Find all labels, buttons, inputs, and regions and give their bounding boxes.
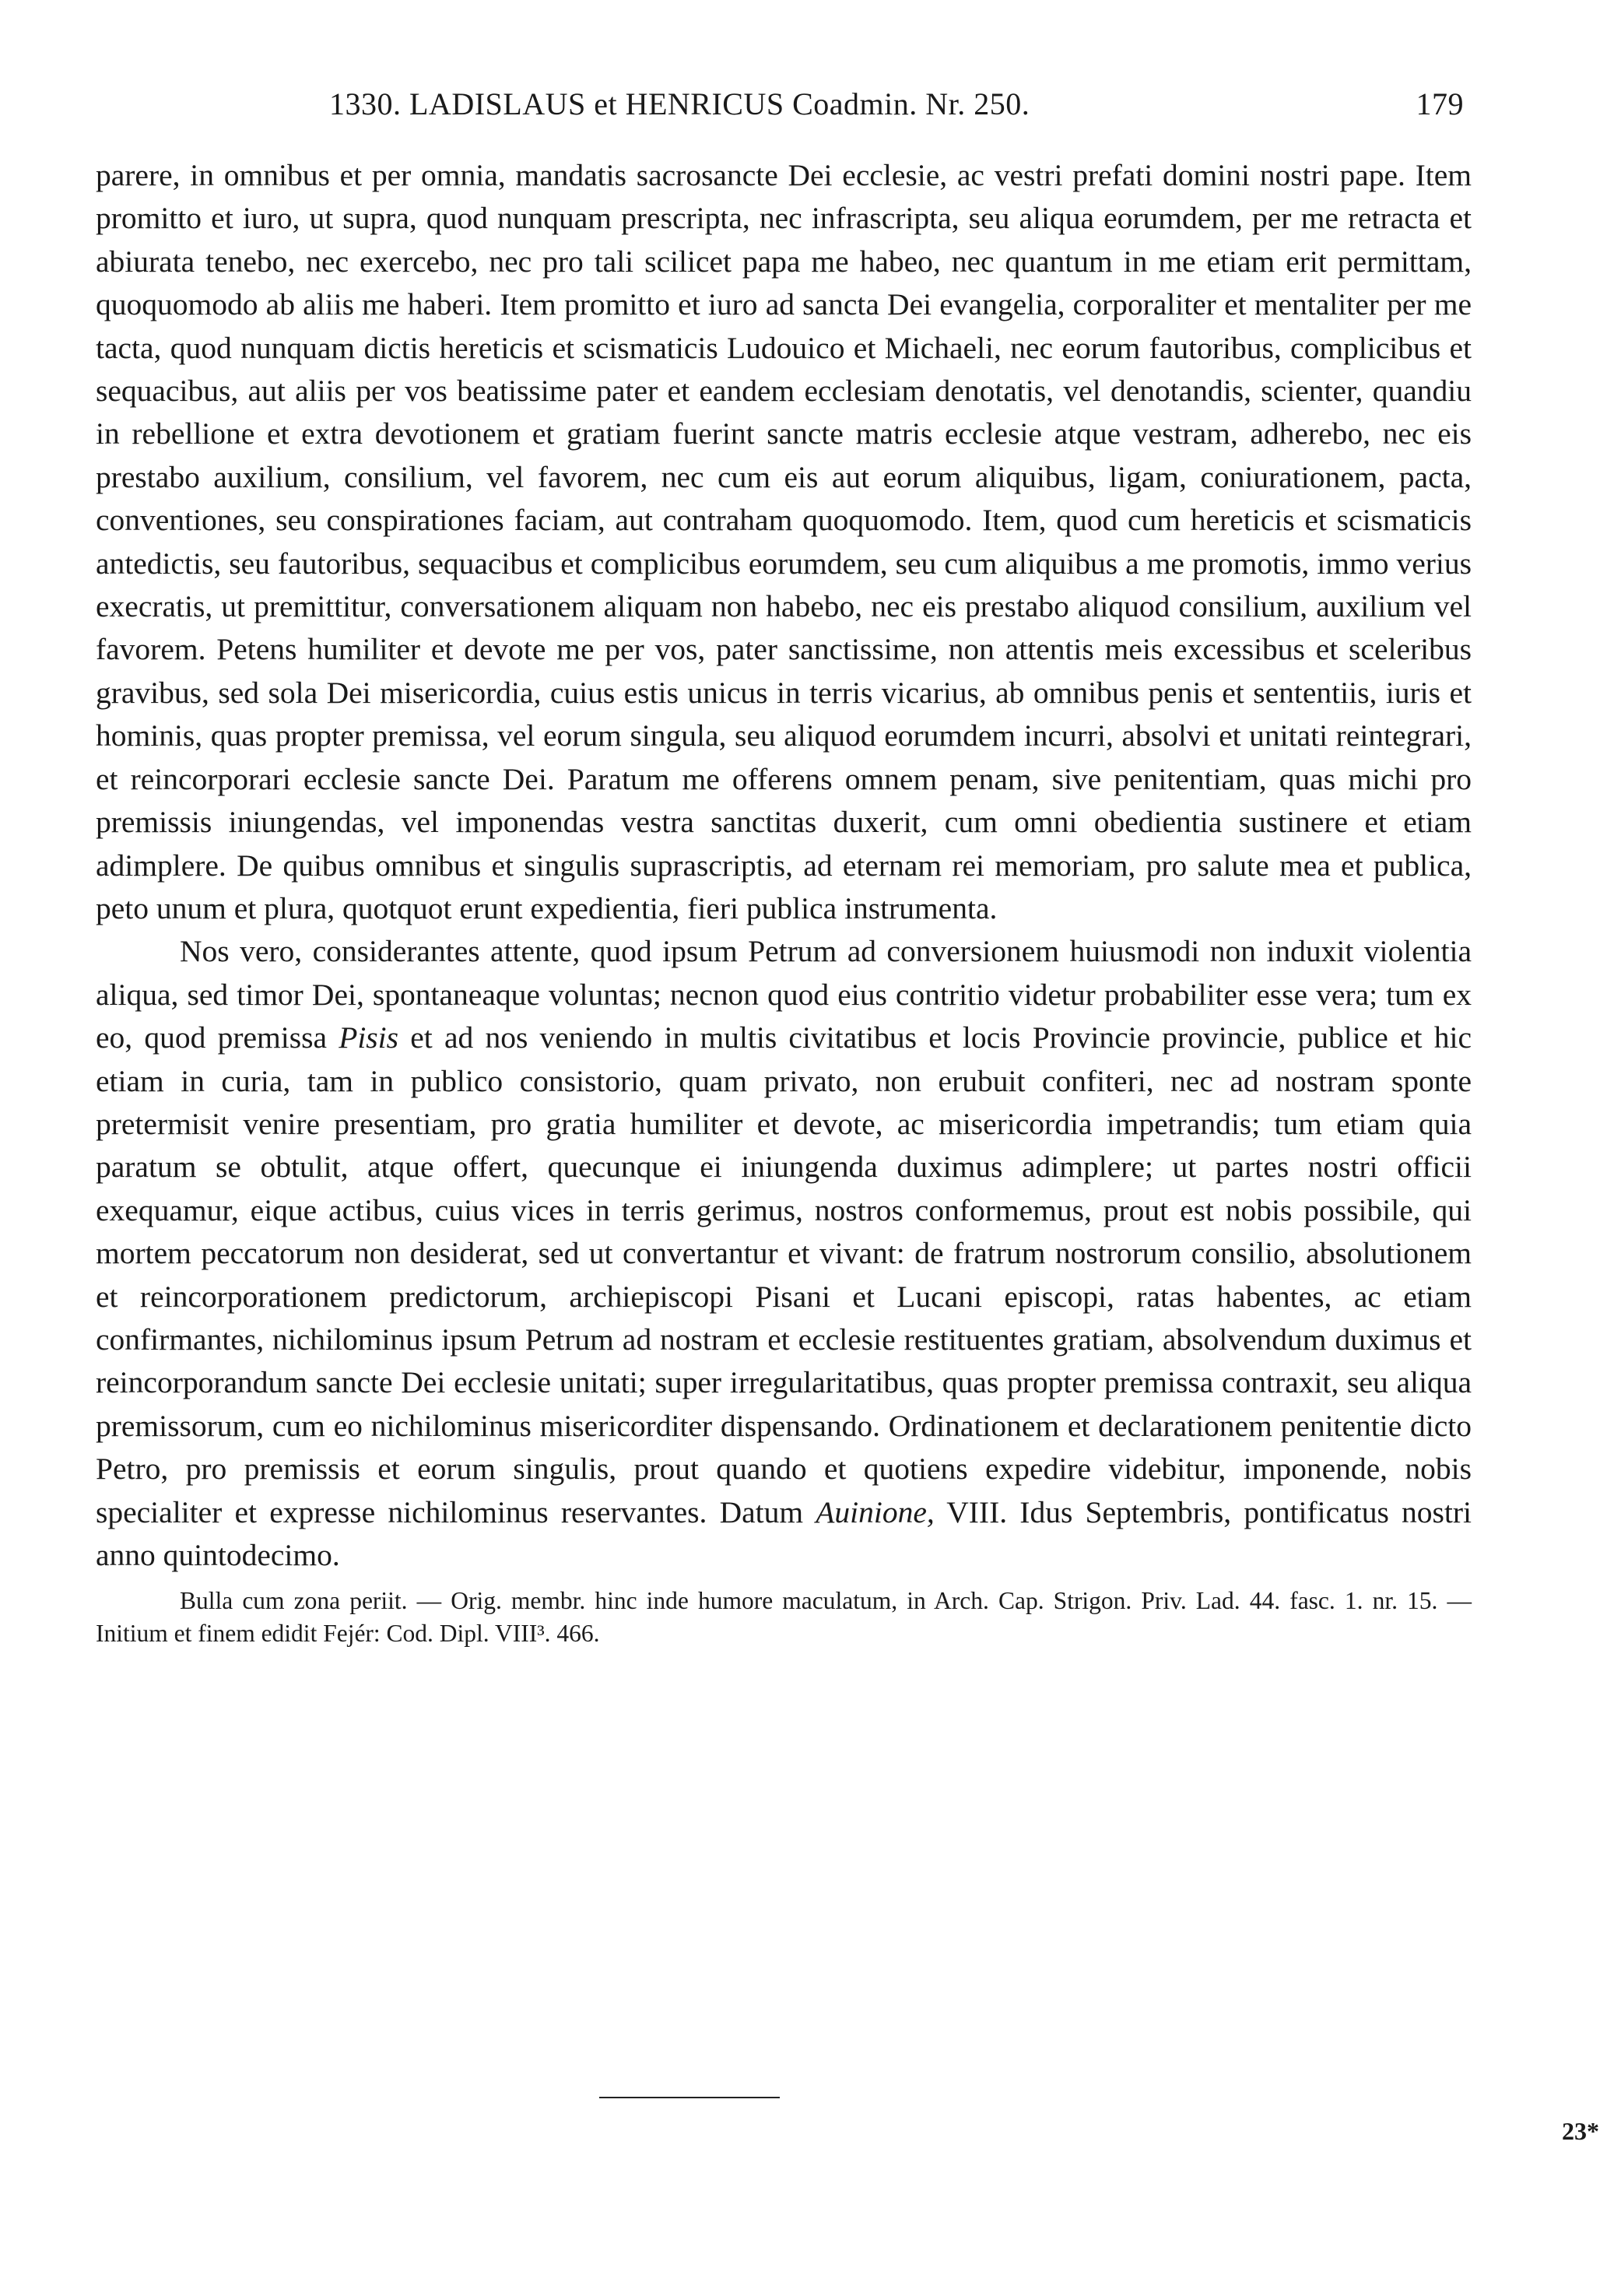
place-name-italic: Pisis <box>339 1020 399 1055</box>
source-note-text: Bulla cum zona periit. — Orig. membr. hinc inde humore maculatum, in Arch. Cap. Strigon. Priv. Lad. 44. fasc. 1. nr. 15. — Initium et finem edidit Fejér: Cod. Dipl. VIII³. 466. <box>96 1587 1472 1648</box>
paragraph-text-segment: et ad nos veniendo in multis civitatibus et locis Provincie provincie, publice et hic etiam in curia, tam in publico consistorio, quam privato, non erubuit confiteri, nec ad nostram sponte pretermisit venire presentiam, pro gratia humiliter et devote, ac misericordia impetrandis; tum etiam quia paratum se obtulit, atque offert, quecunque ei iniungenda duximus adimplere; ut partes nostri officii exequamur, eique actibus, cuius vices in terris gerimus, nostros conformemus, prout est nobis possibile, qui mortem peccatorum non desiderat, sed ut convertantur et vivant: de fratrum nostrorum consilio, absolutionem et reincorporationem predictorum, archiepiscopi Pisani et Lucani episcopi, ratas habentes, ac etiam confirmantes, nichilominus ipsum Petrum ad nostram et ecclesie restituentes gratiam, absolvendum duximus et reincorporandum sancte Dei ecclesie unitati; super irregularitatibus, quas propter premissa contraxit, seu aliqua premissorum, cum eo nichilominus misericorditer dispensando. Ordinationem et declarationem penitentie dicto Petro, pro premissis et eorum singulis, prout quando et quotiens expedire videbitur, imponende, nobis specialiter et expresse nichilominus reservantes. Datum <box>96 1020 1472 1529</box>
paragraph-text-segment: VIII. Idus Septembris, pontificatus nostri anno quintodecimo. <box>96 1494 1472 1572</box>
paragraph-papal-absolution <box>96 930 1472 1577</box>
running-head <box>96 86 1472 140</box>
running-head-title: 1330. LADISLAUS et HENRICUS Coadmin. Nr. 250. <box>329 86 1030 121</box>
body-text <box>96 154 1472 1577</box>
page-number: 179 <box>1416 86 1464 121</box>
footer-rule <box>599 2097 780 2098</box>
paragraph-oath-continuation: parere, in omnibus et per omnia, mandatis sacrosancte Dei ecclesie, ac vestri prefati domini nostri pape. Item promitto et iuro, ut supra, quod nunquam prescripta, nec infrascripta, seu aliqua eorumdem, per me retracta et abiurata tenebo, nec exercebo, nec pro tali scilicet papa me habeo, nec quantum in me etiam erit permittam, quoquomodo ab aliis me haberi. Item promitto et iuro ad sancta Dei evangelia, corporaliter et mentaliter per me tacta, quod nunquam dictis hereticis et scismaticis Ludouico et Michaeli, nec eorum fautoribus, complicibus et sequacibus, aut aliis per vos beatissime pater et eandem ecclesiam denotatis, vel denotandis, scienter, quandiu in rebellione et extra devotionem et gratiam fuerint sancte matris ecclesie atque vestram, adherebo, nec eis prestabo auxilium, consilium, vel favorem, nec cum eis aut eorum aliquibus, ligam, coniurationem, pacta, conventiones, seu conspirationes faciam, aut contraham quoquomodo. Item, quod cum hereticis et scismaticis antedictis, seu fautoribus, sequacibus et complicibus eorumdem, seu cum aliquibus a me promotis, immo verius execratis, ut premittitur, conversationem aliquam non habebo, nec eis prestabo aliquod consilium, auxilium vel favorem. Petens humiliter et devote me per vos, pater sanctissime, non attentis meis excessibus et sceleribus gravibus, sed sola Dei misericordia, cuius estis unicus in terris vicarius, ab omnibus penis et sententiis, iuris et hominis, quas propter premissa, vel eorum singula, seu aliquod eorumdem incurri, absolvi et unitati reintegrari, et reincorporari ecclesie sancte Dei. Paratum me offerens omnem penam, sive penitentiam, quas michi pro premissis iniungendas, vel imponendas vestra sanctitas duxerit, cum omni obedientia sustinere et etiam adimplere. De quibus omnibus et singulis suprascriptis, ad eternam rei memoriam, pro salute mea et publica, peto unum et plura, quotquot erunt expedientia, fieri publica instrumenta. <box>96 158 1472 925</box>
paragraph-text-segment: Nos vero, considerantes attente, quod ipsum Petrum ad conversionem huiusmodi non induxit violentia aliqua, sed timor Dei, spontaneaque voluntas; necnon quod eius contritio videtur probabiliter esse vera; tum ex eo, quod premissa <box>96 934 1472 1055</box>
place-name-italic: Auinione, <box>816 1494 935 1529</box>
source-notes <box>96 1585 1472 1650</box>
signature-mark: 23* <box>1562 2117 1599 2145</box>
document-page <box>96 86 1472 2265</box>
